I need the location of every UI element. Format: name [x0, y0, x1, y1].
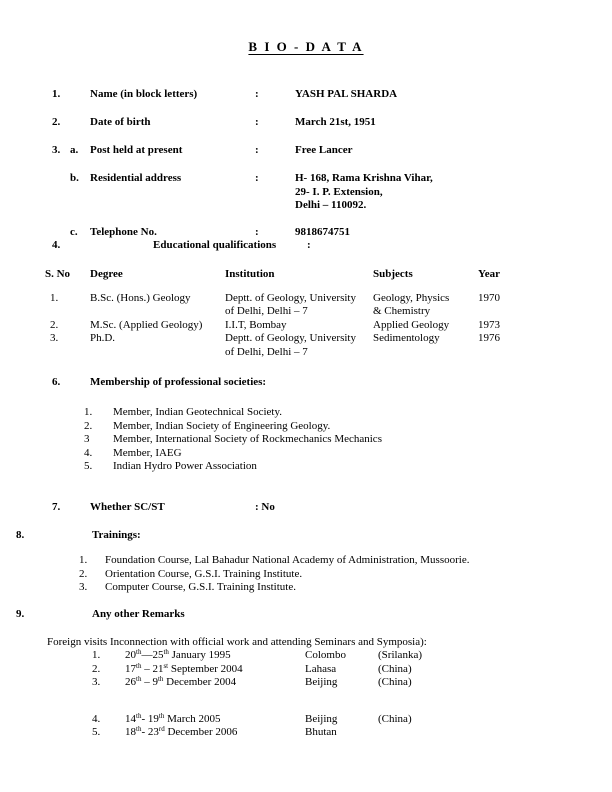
- foreign-visit-row: [0, 713, 612, 727]
- column-header-year: Year: [478, 268, 500, 280]
- list-number: 5.: [84, 460, 93, 472]
- visit-location: Colombo: [305, 649, 346, 661]
- foreign-visit-row: [0, 649, 612, 663]
- education-row: [0, 332, 612, 359]
- list-text: Member, Indian Society of Engineering Geology.: [113, 419, 331, 432]
- visit-number: 4.: [92, 712, 101, 725]
- column-header-subjects: Subjects: [373, 268, 413, 280]
- field-value: : No: [255, 501, 275, 513]
- field-number: 4.: [52, 239, 61, 251]
- cell-year: 1976: [478, 332, 500, 344]
- field-label: Educational qualifications: [153, 239, 277, 251]
- visit-date: 18th- 23rd December 2006: [125, 725, 238, 738]
- education-row: [0, 319, 612, 333]
- cell-sno: 2.: [50, 318, 59, 331]
- list-item: [0, 447, 612, 461]
- cell-sno: 3.: [50, 332, 59, 344]
- field-row-post: [0, 144, 612, 158]
- field-colon: :: [255, 144, 259, 156]
- visit-location: Beijing: [305, 712, 338, 725]
- field-label: Name (in block letters): [90, 88, 198, 100]
- list-number: 3.: [79, 581, 88, 593]
- list-item: [0, 568, 612, 582]
- cell-subjects: Applied Geology: [373, 318, 450, 331]
- field-value: 9818674751: [295, 226, 350, 238]
- field-subletter: a.: [70, 144, 79, 156]
- foreign-visits-intro: Foreign visits Inconnection with official work and attending Seminars and Symposia):: [47, 636, 427, 648]
- field-value: Free Lancer: [295, 144, 353, 156]
- field-subletter: [70, 88, 90, 102]
- cell-degree: Ph.D.: [90, 332, 116, 344]
- field-label: Residential address: [90, 172, 182, 184]
- ordinal-suffix: th: [158, 711, 165, 720]
- column-header-degree: Degree: [90, 268, 123, 280]
- visit-number: 1.: [92, 649, 101, 661]
- field-number: [52, 172, 70, 213]
- field-row-education-heading: [0, 239, 612, 253]
- field-number: 1.: [52, 88, 61, 100]
- field-number: 7.: [52, 501, 61, 513]
- education-table-header: [0, 268, 612, 282]
- foreign-visit-row: [0, 663, 612, 677]
- cell-institution: Deptt. of Geology, University of Delhi, Delhi – 7: [225, 332, 356, 358]
- field-row-sc-st: [0, 501, 612, 515]
- foreign-visits-list: [0, 649, 612, 740]
- visit-country: (China): [378, 662, 412, 675]
- ordinal-suffix: th: [157, 675, 164, 683]
- field-subletter: c.: [70, 226, 78, 238]
- field-value: March 21st, 1951: [295, 116, 376, 128]
- field-label: Post held at present: [90, 144, 183, 156]
- cell-year: 1973: [478, 318, 500, 331]
- section-number: 6.: [52, 376, 61, 388]
- field-colon: :: [255, 226, 259, 238]
- foreign-visit-row: [0, 676, 612, 690]
- visit-country: (China): [378, 676, 412, 688]
- cell-institution: Deptt. of Geology, University of Delhi, Delhi – 7: [225, 291, 356, 317]
- ordinal-suffix: th: [163, 648, 169, 656]
- list-item: [0, 433, 612, 447]
- trainings-list: [0, 554, 612, 595]
- list-item: [0, 554, 612, 568]
- list-text: Foundation Course, Lal Bahadur National Academy of Administration, Mussoorie.: [105, 554, 470, 566]
- cell-degree: B.Sc. (Hons.) Geology: [90, 291, 191, 304]
- section-heading-remarks: [0, 608, 612, 622]
- field-colon: :: [307, 239, 311, 251]
- visit-location: Bhutan: [305, 726, 337, 738]
- visit-date: 20th—25th January 1995: [125, 648, 231, 661]
- field-colon: :: [255, 116, 259, 128]
- ordinal-suffix: rd: [158, 725, 165, 733]
- spacer: [70, 376, 90, 390]
- list-text: Orientation Course, G.S.I. Training Institute.: [105, 567, 303, 580]
- ordinal-suffix: st: [163, 661, 169, 670]
- list-text: Member, Indian Geotechnical Society.: [113, 406, 282, 418]
- field-colon: :: [255, 172, 259, 184]
- list-number: 3: [84, 433, 90, 445]
- field-subletter: b.: [70, 172, 79, 184]
- list-item: [0, 581, 612, 595]
- field-value: YASH PAL SHARDA: [295, 88, 398, 100]
- address-line-2: 29- I. P. Extension,: [295, 185, 383, 198]
- section-heading-membership: [0, 376, 612, 390]
- list-item: [0, 460, 612, 474]
- ordinal-suffix: th: [136, 648, 142, 656]
- visit-country: [378, 726, 612, 740]
- field-row-dob: [0, 116, 612, 130]
- spacer: [70, 501, 90, 515]
- field-row-address: [0, 172, 612, 213]
- list-item: [0, 420, 612, 434]
- column-header-sno: S. No: [45, 268, 71, 280]
- visit-location: Beijing: [305, 676, 338, 688]
- list-number: 2.: [79, 567, 88, 580]
- list-text: Member, International Society of Rockmechanics Mechanics: [113, 433, 382, 445]
- cell-sno: 1.: [50, 291, 59, 304]
- field-row-telephone: [0, 226, 612, 240]
- visit-date: 26th – 9th December 2004: [125, 675, 237, 688]
- ordinal-suffix: th: [136, 725, 142, 733]
- field-label: Date of birth: [90, 116, 151, 128]
- list-text: Member, IAEG: [113, 446, 182, 459]
- field-colon: :: [255, 88, 259, 100]
- cell-year: 1970: [478, 291, 500, 304]
- section-title: Membership of professional societies:: [90, 376, 267, 388]
- list-number: 4.: [84, 446, 93, 459]
- visit-location: Lahasa: [305, 662, 337, 675]
- cell-institution: I.I.T, Bombay: [225, 318, 287, 331]
- list-number: 1.: [84, 406, 93, 418]
- visit-country: (China): [378, 712, 412, 725]
- education-row: [0, 292, 612, 319]
- visit-country: (Srilanka): [378, 649, 422, 661]
- visit-date: 14th- 19th March 2005: [125, 711, 221, 725]
- section-heading-trainings: [0, 529, 612, 543]
- ordinal-suffix: th: [136, 675, 142, 683]
- field-number: 3.: [52, 144, 61, 156]
- field-label: Whether SC/ST: [90, 501, 165, 513]
- address-line-3: Delhi – 110092.: [295, 199, 367, 211]
- section-title: Any other Remarks: [92, 608, 185, 620]
- education-table: [0, 268, 612, 359]
- list-number: 1.: [79, 554, 88, 566]
- visit-date: 17th – 21st September 2004: [125, 661, 243, 675]
- field-value: [295, 172, 612, 213]
- visit-number: 2.: [92, 662, 101, 675]
- list-text: Indian Hydro Power Association: [113, 460, 257, 472]
- section-title: Trainings:: [92, 529, 141, 541]
- section-number: 9.: [16, 608, 25, 620]
- field-subletter: [70, 116, 90, 130]
- field-number: 2.: [52, 116, 61, 128]
- field-number: [52, 226, 70, 240]
- field-row-name: [0, 88, 612, 102]
- cell-degree: M.Sc. (Applied Geology): [90, 318, 203, 331]
- field-subletter: [70, 239, 90, 253]
- field-label: Telephone No.: [90, 226, 157, 238]
- list-number: 2.: [84, 419, 93, 432]
- membership-list: [0, 406, 612, 474]
- visit-number: 5.: [92, 726, 101, 738]
- page-title: B I O - D A T A: [248, 39, 364, 54]
- ordinal-suffix: th: [136, 711, 142, 720]
- visit-number: 3.: [92, 676, 101, 688]
- cell-subjects: Geology, Physics & Chemistry: [373, 291, 450, 317]
- foreign-visit-row: [0, 726, 612, 740]
- section-number: 8.: [16, 529, 25, 541]
- list-text: Computer Course, G.S.I. Training Institute.: [105, 581, 296, 593]
- column-header-institution: Institution: [225, 268, 275, 280]
- ordinal-suffix: th: [136, 661, 142, 670]
- list-item: [0, 406, 612, 420]
- cell-subjects: Sedimentology: [373, 332, 440, 344]
- address-line-1: H- 168, Rama Krishna Vihar,: [295, 172, 433, 184]
